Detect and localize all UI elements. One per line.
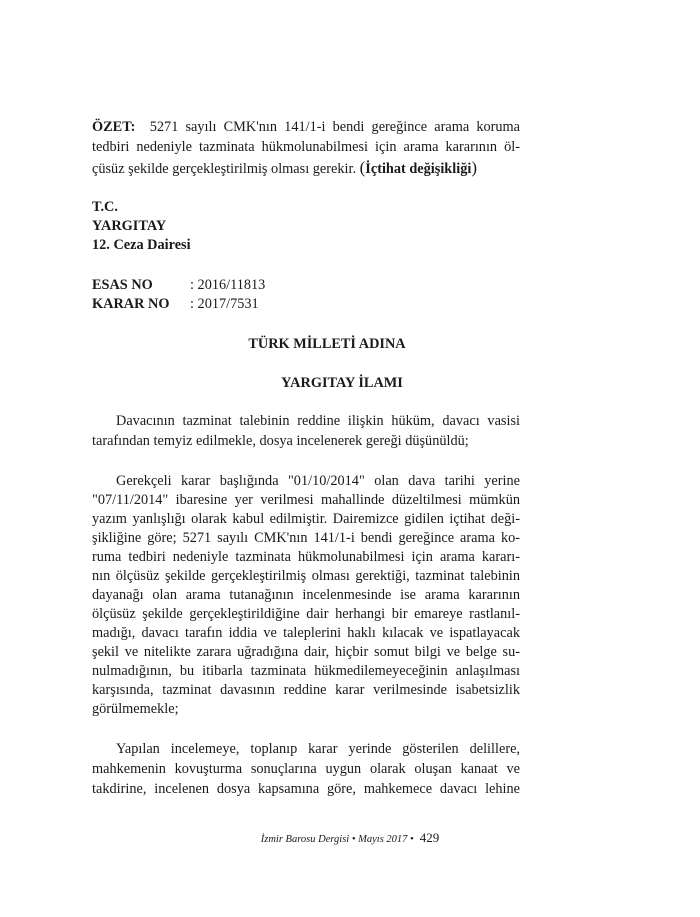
- karar-label: KARAR NO: [92, 296, 170, 312]
- p2-line-1: Gerekçeli karar başlığında "01/10/2014" olan dava tarihi yerine: [116, 473, 520, 489]
- page-number: 429: [419, 830, 440, 845]
- court-tc: T.C.: [92, 199, 118, 215]
- karar-value: : 2017/7531: [190, 296, 259, 312]
- ozet-text-3: çüsüz şekilde gerçekleştirilmiş olması gerekir.: [92, 161, 357, 177]
- p3-line-2: mahkemenin kovuşturma sonuçlarına uygun olarak oluşan kanaat ve: [92, 761, 520, 777]
- p1-line-1: Davacının tazminat talebinin reddine ilişkin hüküm, davacı vasisi: [116, 413, 520, 429]
- p2-line-2: "07/11/2014" ibaresine yer verilmesi mahallinde düzeltilmesi mümkün: [92, 492, 520, 508]
- court-name: YARGITAY: [92, 218, 167, 234]
- ozet-line-3: çüsüz şekilde gerçekleştirilmiş olması gerekir. (İçtihat değişikliği): [92, 158, 478, 177]
- court-daire: 12. Ceza Dairesi: [92, 237, 191, 253]
- p2-line-3: yazım yanlışlığı olarak kabul edilmiştir. Dairemizce gidilen içtihat deği-: [92, 511, 520, 527]
- p2-line-9: madığı, davacı tarafın iddia ve taleplerini haklı kılacak ve ispatlayacak: [92, 625, 520, 641]
- heading-ilam: YARGITAY İLAMI: [281, 375, 403, 391]
- esas-value: : 2016/11813: [190, 277, 266, 293]
- p2-line-8: ölçüsüz şekilde gerçekleştirildiğine dair herhangi bir emareye rastlanıl-: [92, 606, 520, 622]
- p2-line-4: şikliğine göre; 5271 sayılı CMK'nın 141/1-i bendi gereğince arama ko-: [92, 530, 520, 546]
- p2-line-13: görülmemekle;: [92, 701, 179, 717]
- p2-line-11: nulmadığının, bu itibarla tazminata hükmedilemeyeceğinin anlaşılması: [92, 663, 520, 679]
- esas-label: ESAS NO: [92, 277, 153, 293]
- p2-line-7: dayanağı olan arama tutanağının incelenmesinde ise arama kararının: [92, 587, 520, 603]
- ozet-line-2: tedbiri nedeniyle tazminata hükmolunabilmesi için arama kararının öl-: [92, 139, 520, 155]
- p1-line-2: tarafından temyiz edilmekle, dosya incelenerek gereği düşünüldü;: [92, 433, 469, 449]
- p2-line-5: ruma tedbiri nedeniyle tazminata hükmolunabilmesi için arama kararı-: [92, 549, 520, 565]
- p2-line-12: karşısında, tazminat davasının reddine karar verilmesinde isabetsizlik: [92, 682, 520, 698]
- ozet-text-1: 5271 sayılı CMK'nın 141/1-i bendi gereğince arama koruma: [149, 119, 520, 135]
- esas-row: [92, 276, 520, 295]
- p3-line-1: Yapılan incelemeye, toplanıp karar yerinde gösterilen delillere,: [116, 741, 520, 757]
- p2-line-10: şekil ve nitelikte zarara uğradığına dair, hiçbir somut bilgi ve belge su-: [92, 644, 520, 660]
- ozet-label: ÖZET:: [92, 119, 136, 135]
- journal-name: İzmir Barosu Dergisi • Mayıs 2017 •: [260, 834, 414, 845]
- p3-line-3: takdirine, incelenen dosya kapsamına göre, mahkemece davacı lehine: [92, 781, 520, 797]
- page-footer: [0, 830, 700, 846]
- ictihat-degisikligi: İçtihat değişikliği: [365, 161, 472, 177]
- heading-millet: TÜRK MİLLETİ ADINA: [248, 336, 406, 352]
- ozet-line-1: [92, 118, 520, 137]
- karar-row: [92, 295, 520, 314]
- p2-line-6: nın ölçüsüz şekilde gerçekleştirilmiş olması gerektiği, tazminat talebinin: [92, 568, 520, 584]
